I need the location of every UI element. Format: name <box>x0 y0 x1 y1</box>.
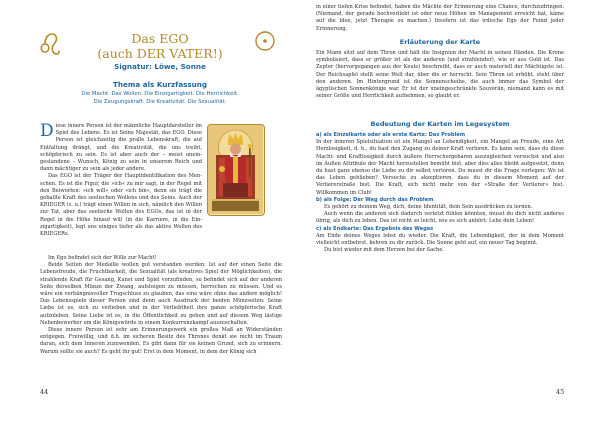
body-text-continuation <box>316 4 564 33</box>
body-text-erlaeuterung <box>316 50 564 100</box>
tarot-card-illustration <box>207 124 265 216</box>
paragraph-5: Diese innere Person ist sehr am Erinnerungswerk ein großes Maß an Widerständen entgegen. Freiwillig, und d.h. im sicheren Besitz des Thrones denkt sie nicht im Traum daran, sich dem Inneren zuzuwenden. Es gibt dann für sie keinen Grund, sich zu erinnern. Warum sollte sie auch? Es geht ihr gut! Erst in dem Moment, in dem der König sich <box>40 327 282 355</box>
thema-heading: Thema als Kurzfassung <box>112 80 208 89</box>
body-text-intro <box>40 123 202 238</box>
thema-line-1: Die Macht. Das Wollen. Die Einzigartigkeit. Die Herrlichkeit. <box>81 91 239 97</box>
signature-line: Signatur: Löwe, Sonne <box>114 62 206 71</box>
leo-zodiac-icon <box>38 32 60 58</box>
page-number-right: 45 <box>556 388 565 396</box>
title-line-1: Das EGO <box>131 31 189 46</box>
section-heading-erlaeuterung: Erläuterung der Karte <box>399 38 481 46</box>
erlaeuterung-paragraph: Ein Mann sitzt auf dem Thron und hält die Insignien der Macht in seinen Händen. Die Krone symbolisiert, dass er größer ist als die anderen (und strahlender), wie er aus Gold ist. Das Zepter (hervorgegangen aus der Keule) beschreibt, dass er auch materiell der Mächtigste ist. Der Reichsapfel stellt seine Welt dar, über die er herrscht. Sein Thron ist erhöht, steht über den anderen. Im Hintergrund ist die Sonnenscheibe, die auch immer das Symbol der ägyptischen Sonnenkönige war. Er ist der uneingeschränkte Souverän, niemand kann es mit seiner Größe und Herrlichkeit aufnehmen, so glaubt er. <box>316 50 564 100</box>
section-heading-bedeutung: Bedeutung der Karten im Legesystem <box>370 120 510 128</box>
subheading-ergebnis: c) als Endkarte: Das Ergebnis des Weges <box>316 225 434 232</box>
paragraph-problem: In der inneren Spielsituation ist ein Mangel an Lebendigkeit, ein Mangel an Freude, eine Art Herzlosigkeit, d. h., du hast den Zugang zu deiner Kraft verloren. Es kann sein, dass du diese Macht- und Kraftlosigkeit durch äußere Herrschergebaren auszugleichen versuchst und also im Außen Attribute der Macht herzustellen bemüht bist, aber dies alles bleibt aufgesetzt, denn du hast ganz ebenso die Liebe zu dir selbst verloren. Du musst dir die Frage vorlegen: Wo ist das Leben geblieben? Versuche zu akzeptieren, dass du in diesem Moment auf der Verliererstraße bist. Die Kraft, sich nicht mehr von der »Straße der Verlierer« bist. Willkommen im Club! <box>316 139 564 196</box>
subheading-problem: a) als Einzelkarte oder als erste Karte: Das Problem <box>316 132 466 138</box>
paragraph-4: Beide Seiten der Medaille wollen gut verstanden werden: Ist auf der einen Seite die Lebensfreude, die Fruchtbarkeit, die Sexualität (als kreatives Spiel der Möglichkeiten), die strahlende Kraft für Gesang, Kunst und Spiel vorzufinden, so befindet sich auf der anderen Seite derselben Münze der Zwang, aufsteigen zu müssen, herrschen zu müssen. Und es wäre ein verhängnisvoller Trugschluss zu glauben, das eine wäre ohne das andere möglich! Das Lebensspiele dieser Person sind denn auch Ausdruck der beiden Münzseiten: Seine Liebe ist es, sich zu verlieben und in der Verliebtheit ihre ganze schöpferische Kraft aufzuleben. Seine Liebe ist es, in die Öffentlichkeit zu gehen und auf diesem Weg lästige Nebenbewerber um die Königswürde in einem Konkurrenzkampf auszuschalten. <box>40 262 282 326</box>
paragraph-weg-1: Es gehört zu deinem Weg, dich, deine Identität, dein Sein ausdrücken zu lernen. <box>324 204 533 211</box>
paragraph-2: Das EGO ist der Träger der Hauptidentifikation des Menschen. Es ist die Figur, die »ich« zu mir sagt, in der Regel mit den Beiworten: »ich will« oder »ich bin«, denn sie trägt die geballte Kraft des seelischen Wollens und des Seins. Auch der KRIEGER (s. u.) trägt einen Willen in sich, nämlich den Willen zur Tat, aber das seelische Wollen des EGOs, das ist in der Regel in die Höhe hinauf will (in die Karriere, in die Einzigartigkeit), legt uns einiges tiefer als das aktive Wollen des KRIEGERs. <box>40 173 202 238</box>
paragraph-weg-2: Auch wenn die anderen sich dadurch verletzt fühlen könnten, musst du dich nicht anderes übrig, als dich zu leben. Das ist nicht so leicht, wie es sich anhört: Lebe dein Leben! <box>316 211 564 225</box>
body-text-main <box>40 255 282 356</box>
right-page <box>300 0 600 424</box>
subheading-weg: b) als Folge: Der Weg durch das Problem <box>316 196 434 203</box>
page-title <box>70 31 250 61</box>
paragraph-ergebnis-2: Du bist wieder mit dem Herzen bei der Sache. <box>324 247 444 254</box>
thema-line-2: Die Zeugungskraft. Die Kreativität. Die Sexualität. <box>93 99 227 105</box>
paragraph-ergebnis-1: Am Ende deines Weges lebst du wieder. Die Kraft, die Lebendigkeit, der in dem Moment vielleicht entbehrst, kehren zu dir zurück. Die Sonne geht auf, ein neuer Tag beginnt. <box>316 232 564 247</box>
drop-cap: D <box>40 121 54 141</box>
page-number-left: 44 <box>40 388 49 396</box>
body-text-bedeutung <box>316 132 564 254</box>
paragraph-1: iese innere Person ist der männliche Hauptdarsteller im Spiel des Lebens. Es ist Seine Majestät, das EGO. Diese Person ist gleichzeitig die pralle Lebenskraft, die auf Entfaltung drängt, und die Kreativität, die uns treibt, schöpferisch zu sein. Es ist aber auch der – meist uneingestandene – Wunsch, König zu sein in unserem Reich und dann mächtiger zu sein als jeder andere. <box>40 123 202 173</box>
king-on-throne-image <box>208 125 263 214</box>
sun-symbol-icon <box>254 30 276 52</box>
title-line-2: (auch DER VATER!) <box>97 46 223 61</box>
paragraph-3: Im Ego befindet sich der Wille zur Macht! <box>48 255 157 261</box>
intro-paragraph: in einer tiefen Krise befindet, haben die Mächte der Erinnerung eine Chance, durchzudringen. (Niemand, der gerade hochverliebt ist oder neue Höhen im Management erreicht hat, käme auf die Idee, jetzt Therapie zu machen.) Insofern ist das irdische Ego der Feind jeder Erinnerung. <box>316 4 564 32</box>
